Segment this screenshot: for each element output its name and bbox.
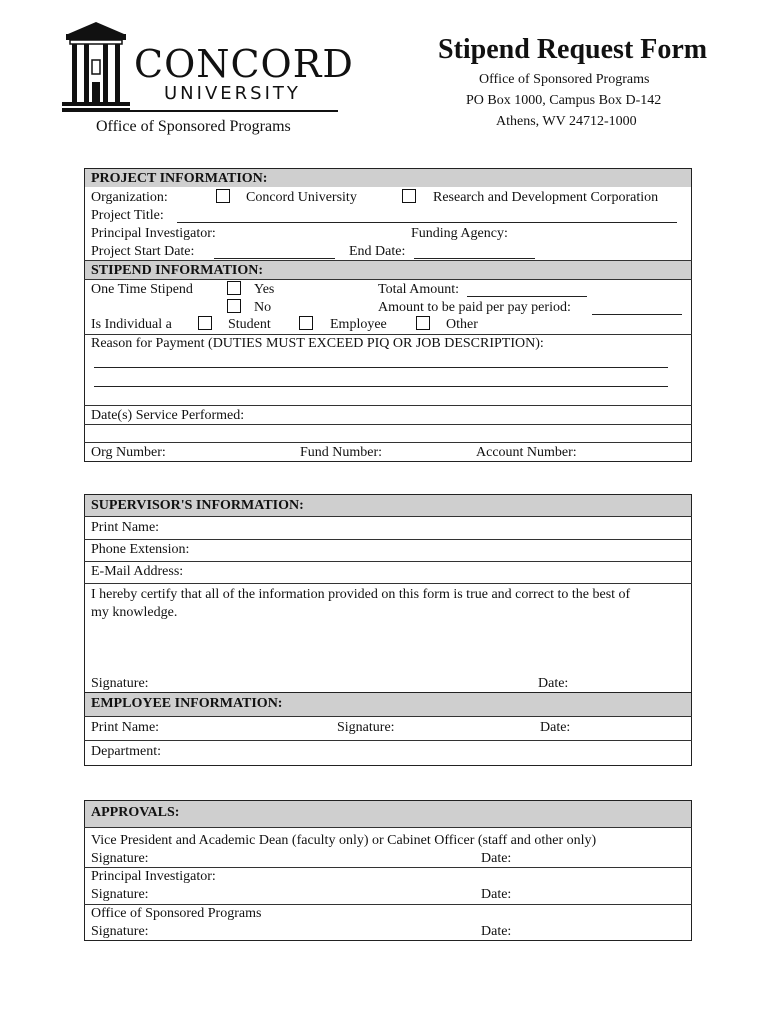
funding-agency-label: Funding Agency: [411, 226, 508, 241]
start-date-label: Project Start Date: [91, 244, 195, 259]
logo-concord: CONCORD [134, 42, 354, 86]
pi-date-label: Date: [481, 887, 512, 902]
osp-date-label: Date: [481, 924, 512, 939]
organization-label: Organization: [91, 190, 168, 205]
vp-dean-label: Vice President and Academic Dean (faculty only) or Cabinet Officer (staff and other only) [91, 833, 597, 848]
project-heading: PROJECT INFORMATION: [91, 171, 268, 186]
supervisor-print-name-label: Print Name: [91, 520, 160, 535]
address-line-3: Athens, WV 24712-1000 [496, 114, 637, 129]
other-label: Other [446, 317, 478, 332]
option-research-corporation: Research and Development Corporation [433, 190, 659, 205]
certification-line-1: I hereby certify that all of the information provided on this form is true and correct to the best of [91, 587, 631, 602]
checkbox-concord-university[interactable] [216, 189, 230, 203]
checkbox-research-corporation[interactable] [402, 189, 416, 203]
reason-line-2[interactable] [94, 386, 668, 387]
vp-date-label: Date: [481, 851, 512, 866]
logo-university: UNIVERSITY [164, 83, 301, 104]
is-individual-label: Is Individual a [91, 317, 172, 332]
total-amount-field[interactable] [467, 296, 587, 297]
address-line-2: PO Box 1000, Campus Box D-142 [466, 93, 662, 108]
checkbox-student[interactable] [198, 316, 212, 330]
employee-date-label: Date: [540, 720, 571, 735]
checkbox-employee[interactable] [299, 316, 313, 330]
checkbox-other[interactable] [416, 316, 430, 330]
supervisor-date-label: Date: [538, 676, 569, 691]
logo-rule [62, 110, 338, 112]
yes-label: Yes [254, 282, 275, 297]
pi-signature-label: Signature: [91, 887, 149, 902]
form-title: Stipend Request Form [438, 34, 708, 65]
address-line-1: Office of Sponsored Programs [479, 72, 650, 87]
supervisor-signature-label: Signature: [91, 676, 149, 691]
student-label: Student [228, 317, 271, 332]
principal-investigator-label: Principal Investigator: [91, 226, 216, 241]
supervisor-heading: SUPERVISOR'S INFORMATION: [91, 498, 304, 513]
employee-signature-label: Signature: [337, 720, 395, 735]
project-title-field[interactable] [177, 222, 677, 223]
stipend-heading: STIPEND INFORMATION: [91, 263, 264, 278]
one-time-stipend-label: One Time Stipend [91, 282, 193, 297]
reason-line-1[interactable] [94, 367, 668, 368]
option-concord-university: Concord University [246, 190, 357, 205]
employee-label: Employee [330, 317, 387, 332]
end-date-label: End Date: [349, 244, 406, 259]
employee-department-label: Department: [91, 744, 161, 759]
account-number-label: Account Number: [476, 445, 577, 460]
total-amount-label: Total Amount: [378, 282, 460, 297]
employee-print-name-label: Print Name: [91, 720, 160, 735]
building-icon [62, 20, 130, 112]
fund-number-label: Fund Number: [300, 445, 383, 460]
project-title-label: Project Title: [91, 208, 164, 223]
checkbox-no[interactable] [227, 299, 241, 313]
no-label: No [254, 300, 272, 315]
header-office: Office of Sponsored Programs [96, 118, 291, 135]
vp-signature-label: Signature: [91, 851, 149, 866]
org-number-label: Org Number: [91, 445, 166, 460]
reason-label: Reason for Payment (DUTIES MUST EXCEED PIQ OR JOB DESCRIPTION): [91, 336, 544, 351]
approvals-heading: APPROVALS: [91, 805, 180, 820]
pi-approval-label: Principal Investigator: [91, 869, 216, 884]
certification-line-2: my knowledge. [91, 605, 178, 620]
osp-signature-label: Signature: [91, 924, 149, 939]
university-logo [62, 18, 354, 113]
per-period-field[interactable] [592, 314, 682, 315]
osp-approval-label: Office of Sponsored Programs [91, 906, 262, 921]
checkbox-yes[interactable] [227, 281, 241, 295]
per-period-label: Amount to be paid per pay period: [378, 300, 571, 315]
end-date-field[interactable] [414, 258, 535, 259]
start-date-field[interactable] [214, 258, 335, 259]
employee-heading: EMPLOYEE INFORMATION: [91, 696, 283, 711]
dates-performed-label: Date(s) Service Performed: [91, 408, 245, 423]
supervisor-email-label: E-Mail Address: [91, 564, 184, 579]
supervisor-phone-label: Phone Extension: [91, 542, 190, 557]
